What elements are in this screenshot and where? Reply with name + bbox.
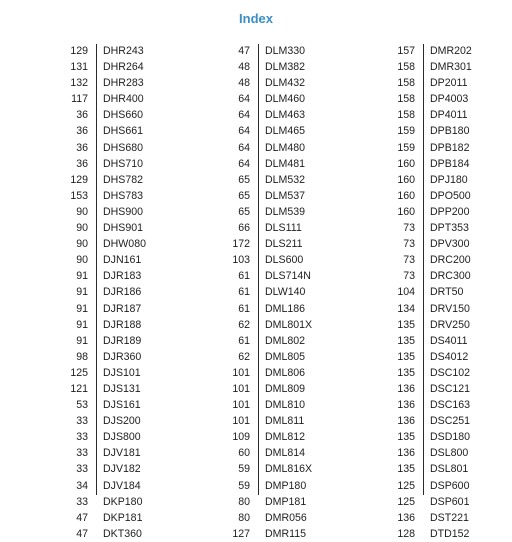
product-code: DJR188 xyxy=(103,318,142,331)
page-number: 34 xyxy=(76,479,88,492)
product-code: DP4003 xyxy=(430,93,469,106)
page-number: 66 xyxy=(238,222,250,235)
product-code: DPB182 xyxy=(430,141,470,154)
product-code: DLM460 xyxy=(265,93,306,106)
index-column-2 xyxy=(214,43,318,542)
page-number: 91 xyxy=(76,286,88,299)
index-entry xyxy=(52,252,156,268)
product-code: DTD152 xyxy=(430,527,470,540)
page-number: 64 xyxy=(238,93,250,106)
product-code: DHS710 xyxy=(103,157,144,170)
index-entry xyxy=(214,107,318,123)
product-code: DJS200 xyxy=(103,415,141,428)
index-entry xyxy=(52,526,156,542)
index-entry xyxy=(379,349,483,365)
index-entry xyxy=(214,494,318,510)
product-code: DJS131 xyxy=(103,382,141,395)
index-entry xyxy=(379,333,483,349)
product-code: DLM481 xyxy=(265,157,306,170)
page-number: 73 xyxy=(403,270,415,283)
page-number: 153 xyxy=(70,189,88,202)
index-entry xyxy=(214,75,318,91)
index-entry xyxy=(214,429,318,445)
product-code: DHR283 xyxy=(103,77,144,90)
page-number: 59 xyxy=(238,463,250,476)
product-code: DSL801 xyxy=(430,463,469,476)
index-entry xyxy=(214,123,318,139)
index-entry xyxy=(52,284,156,300)
product-code: DHS783 xyxy=(103,189,144,202)
index-entry xyxy=(379,365,483,381)
index-entry xyxy=(52,188,156,204)
page-number: 33 xyxy=(76,463,88,476)
page-number: 59 xyxy=(238,479,250,492)
index-column-1 xyxy=(52,43,156,542)
index-entry xyxy=(379,156,483,172)
product-code: DHS782 xyxy=(103,173,144,186)
product-code: DJN161 xyxy=(103,254,142,267)
page-number: 47 xyxy=(76,527,88,540)
index-entry xyxy=(379,204,483,220)
index-entry xyxy=(214,156,318,172)
index-entry xyxy=(379,172,483,188)
product-code: DLM432 xyxy=(265,77,306,90)
index-entry xyxy=(379,123,483,139)
index-entry xyxy=(214,284,318,300)
index-entry xyxy=(379,317,483,333)
index-entry xyxy=(52,429,156,445)
page-number: 125 xyxy=(70,366,88,379)
page-number: 172 xyxy=(232,238,250,251)
index-entry xyxy=(379,413,483,429)
index-entry xyxy=(379,397,483,413)
product-code: DJS800 xyxy=(103,431,141,444)
index-entry xyxy=(214,252,318,268)
page-number: 64 xyxy=(238,157,250,170)
index-entry xyxy=(379,381,483,397)
product-code: DRV150 xyxy=(430,302,470,315)
index-entry xyxy=(52,478,156,494)
page-number: 101 xyxy=(232,399,250,412)
page-number: 103 xyxy=(232,254,250,267)
index-entry xyxy=(379,478,483,494)
page-number: 160 xyxy=(397,189,415,202)
index-entry xyxy=(379,43,483,59)
index-entry xyxy=(379,188,483,204)
page-number: 47 xyxy=(238,45,250,57)
index-entry xyxy=(52,301,156,317)
product-code: DHS680 xyxy=(103,141,144,154)
page-number: 80 xyxy=(238,511,250,524)
product-code: DMR115 xyxy=(265,527,307,540)
index-entry xyxy=(52,156,156,172)
page-number: 125 xyxy=(397,479,415,492)
index-entry xyxy=(52,413,156,429)
page-number: 64 xyxy=(238,141,250,154)
product-code: DML812 xyxy=(265,431,306,444)
index-entry xyxy=(52,365,156,381)
page-number: 36 xyxy=(76,141,88,154)
page-number: 158 xyxy=(397,109,415,122)
page-number: 36 xyxy=(76,109,88,122)
product-code: DMR202 xyxy=(430,45,472,57)
product-code: DML809 xyxy=(265,382,306,395)
page-number: 158 xyxy=(397,61,415,74)
page-number: 33 xyxy=(76,415,88,428)
product-code: DPO500 xyxy=(430,189,471,202)
index-entry xyxy=(52,445,156,461)
page-number: 136 xyxy=(397,382,415,395)
page-number: 73 xyxy=(403,222,415,235)
product-code: DHS901 xyxy=(103,222,144,235)
page-number: 64 xyxy=(238,125,250,138)
index-entry xyxy=(379,75,483,91)
page-number: 80 xyxy=(238,495,250,508)
product-code: DPB184 xyxy=(430,157,470,170)
product-code: DHS661 xyxy=(103,125,144,138)
product-code: DJR189 xyxy=(103,334,142,347)
product-code: DRV250 xyxy=(430,318,470,331)
index-entry xyxy=(52,268,156,284)
index-column-3 xyxy=(379,43,483,542)
product-code: DML814 xyxy=(265,447,306,460)
index-entry xyxy=(379,284,483,300)
page-number: 65 xyxy=(238,173,250,186)
index-entry xyxy=(214,268,318,284)
page-number: 135 xyxy=(397,334,415,347)
page-number: 158 xyxy=(397,93,415,106)
page-number: 136 xyxy=(397,415,415,428)
page-number: 159 xyxy=(397,141,415,154)
page-number: 136 xyxy=(397,399,415,412)
product-code: DLS600 xyxy=(265,254,304,267)
index-title: Index xyxy=(239,11,273,26)
page-number: 90 xyxy=(76,222,88,235)
page-number: 47 xyxy=(76,511,88,524)
page-number: 48 xyxy=(238,61,250,74)
index-entry xyxy=(52,91,156,107)
index-entry xyxy=(379,526,483,542)
product-code: DSP600 xyxy=(430,479,470,492)
product-code: DML805 xyxy=(265,350,306,363)
page-number: 127 xyxy=(232,527,250,540)
product-code: DLW140 xyxy=(265,286,306,299)
product-code: DJV182 xyxy=(103,463,141,476)
index-entry xyxy=(214,204,318,220)
page-number: 125 xyxy=(397,495,415,508)
page-number: 134 xyxy=(397,302,415,315)
index-entry xyxy=(379,510,483,526)
product-code: DHS900 xyxy=(103,205,144,218)
page-number: 121 xyxy=(70,382,88,395)
index-entry xyxy=(214,188,318,204)
index-entry xyxy=(379,461,483,477)
product-code: DML802 xyxy=(265,334,306,347)
index-entry xyxy=(379,429,483,445)
index-entry xyxy=(52,107,156,123)
page-number: 33 xyxy=(76,495,88,508)
page-number: 131 xyxy=(70,61,88,74)
page-number: 157 xyxy=(397,45,415,57)
product-code: DHR400 xyxy=(103,93,144,106)
index-entry xyxy=(379,236,483,252)
product-code: DSP601 xyxy=(430,495,470,508)
page-number: 73 xyxy=(403,238,415,251)
product-code: DLM480 xyxy=(265,141,306,154)
index-entry xyxy=(214,365,318,381)
product-code: DMP181 xyxy=(265,495,307,508)
page-number: 160 xyxy=(397,205,415,218)
page-number: 135 xyxy=(397,463,415,476)
page-number: 101 xyxy=(232,382,250,395)
page-number: 91 xyxy=(76,302,88,315)
page-number: 129 xyxy=(70,45,88,57)
index-entry xyxy=(379,268,483,284)
product-code: DML806 xyxy=(265,366,306,379)
product-code: DSC251 xyxy=(430,415,471,428)
page-number: 33 xyxy=(76,447,88,460)
page-number: 33 xyxy=(76,431,88,444)
product-code: DST221 xyxy=(430,511,469,524)
page-number: 90 xyxy=(76,238,88,251)
product-code: DHS660 xyxy=(103,109,144,122)
index-entry xyxy=(214,349,318,365)
page-number: 135 xyxy=(397,366,415,379)
page-number: 36 xyxy=(76,125,88,138)
page-number: 90 xyxy=(76,254,88,267)
page-number: 62 xyxy=(238,350,250,363)
page-number: 101 xyxy=(232,366,250,379)
index-entry xyxy=(214,220,318,236)
page-number: 101 xyxy=(232,415,250,428)
product-code: DML186 xyxy=(265,302,306,315)
index-entry xyxy=(379,59,483,75)
page-number: 104 xyxy=(397,286,415,299)
page-number: 128 xyxy=(397,527,415,540)
page-number: 73 xyxy=(403,254,415,267)
index-entry xyxy=(52,220,156,236)
page-number: 117 xyxy=(71,93,88,106)
product-code: DSL800 xyxy=(430,447,469,460)
index-entry xyxy=(214,510,318,526)
page-number: 53 xyxy=(76,399,88,412)
page-number: 160 xyxy=(397,157,415,170)
index-entry xyxy=(214,43,318,59)
index-entry xyxy=(379,252,483,268)
page-number: 135 xyxy=(397,431,415,444)
index-entry xyxy=(52,349,156,365)
page-number: 61 xyxy=(238,334,250,347)
product-code: DKP181 xyxy=(103,511,143,524)
product-code: DJR186 xyxy=(103,286,142,299)
product-code: DPP200 xyxy=(430,205,470,218)
page-number: 132 xyxy=(70,77,88,90)
index-entry xyxy=(214,461,318,477)
product-code: DLM539 xyxy=(265,205,306,218)
product-code: DRC200 xyxy=(430,254,471,267)
product-code: DLM463 xyxy=(265,109,306,122)
index-entry xyxy=(52,204,156,220)
product-code: DPJ180 xyxy=(430,173,468,186)
page-number: 159 xyxy=(397,125,415,138)
index-entry xyxy=(52,75,156,91)
index-entry xyxy=(214,172,318,188)
index-entry xyxy=(52,461,156,477)
index-entry xyxy=(52,510,156,526)
product-code: DSC163 xyxy=(430,399,471,412)
index-entry xyxy=(52,123,156,139)
product-code: DRC300 xyxy=(430,270,471,283)
product-code: DMR056 xyxy=(265,511,307,524)
page-number: 62 xyxy=(238,318,250,331)
product-code: DHR243 xyxy=(103,45,144,57)
page-number: 90 xyxy=(76,205,88,218)
product-code: DPV300 xyxy=(430,238,470,251)
page-number: 61 xyxy=(238,286,250,299)
index-columns xyxy=(0,43,512,540)
index-entry xyxy=(52,59,156,75)
index-entry xyxy=(379,140,483,156)
product-code: DHR264 xyxy=(103,61,144,74)
index-entry xyxy=(379,220,483,236)
product-code: DSC121 xyxy=(430,382,471,395)
index-entry xyxy=(214,236,318,252)
product-code: DKT360 xyxy=(103,527,142,540)
product-code: DMR301 xyxy=(430,61,472,74)
product-code: DML810 xyxy=(265,399,306,412)
index-entry xyxy=(52,236,156,252)
index-entry xyxy=(214,333,318,349)
product-code: DML811 xyxy=(265,415,305,428)
index-entry xyxy=(214,397,318,413)
page-number: 36 xyxy=(76,157,88,170)
index-entry xyxy=(214,413,318,429)
product-code: DS4011 xyxy=(430,334,468,347)
index-entry xyxy=(52,397,156,413)
page-number: 109 xyxy=(232,431,250,444)
product-code: DJR187 xyxy=(103,302,142,315)
page-number: 61 xyxy=(238,270,250,283)
product-code: DLS714N xyxy=(265,270,311,283)
index-entry xyxy=(52,140,156,156)
product-code: DLM382 xyxy=(265,61,306,74)
page-number: 60 xyxy=(238,447,250,460)
page-number: 136 xyxy=(397,447,415,460)
index-entry xyxy=(379,301,483,317)
index-entry xyxy=(52,333,156,349)
product-code: DHW080 xyxy=(103,238,146,251)
product-code: DJV181 xyxy=(103,447,141,460)
page-number: 91 xyxy=(76,318,88,331)
product-code: DPT353 xyxy=(430,222,469,235)
page-number: 135 xyxy=(397,318,415,331)
index-entry xyxy=(379,107,483,123)
index-entry xyxy=(214,381,318,397)
product-code: DLM532 xyxy=(265,173,306,186)
product-code: DKP180 xyxy=(103,495,143,508)
index-entry xyxy=(214,526,318,542)
index-entry xyxy=(379,445,483,461)
index-entry xyxy=(214,140,318,156)
index-entry xyxy=(52,494,156,510)
product-code: DJS101 xyxy=(103,366,141,379)
index-entry xyxy=(214,478,318,494)
index-entry xyxy=(52,381,156,397)
product-code: DS4012 xyxy=(430,350,469,363)
page-number: 91 xyxy=(76,270,88,283)
page-number: 158 xyxy=(397,77,415,90)
page-number: 160 xyxy=(397,173,415,186)
index-entry xyxy=(52,172,156,188)
product-code: DPB180 xyxy=(430,125,470,138)
index-entry xyxy=(214,445,318,461)
product-code: DLS111 xyxy=(265,222,302,235)
page-number: 65 xyxy=(238,189,250,202)
page-number: 135 xyxy=(397,350,415,363)
product-code: DJV184 xyxy=(103,479,141,492)
index-entry xyxy=(52,43,156,59)
index-entry xyxy=(214,317,318,333)
page-number: 61 xyxy=(238,302,250,315)
product-code: DMP180 xyxy=(265,479,307,492)
index-entry xyxy=(379,494,483,510)
page-number: 65 xyxy=(238,205,250,218)
product-code: DLS211 xyxy=(265,238,303,251)
product-code: DML801X xyxy=(265,318,313,331)
product-code: DJR360 xyxy=(103,350,142,363)
page-number: 91 xyxy=(76,334,88,347)
index-entry xyxy=(52,317,156,333)
page-number: 98 xyxy=(76,350,88,363)
product-code: DLM537 xyxy=(265,189,306,202)
index-entry xyxy=(214,301,318,317)
index-entry xyxy=(214,91,318,107)
page-number: 48 xyxy=(238,77,250,90)
product-code: DP2011 xyxy=(430,77,468,90)
product-code: DML816X xyxy=(265,463,313,476)
index-entry xyxy=(214,59,318,75)
product-code: DP4011 xyxy=(430,109,468,122)
product-code: DSC102 xyxy=(430,366,471,379)
page-number: 136 xyxy=(397,511,415,524)
product-code: DJS161 xyxy=(103,399,141,412)
product-code: DRT50 xyxy=(430,286,464,299)
product-code: DJR183 xyxy=(103,270,142,283)
index-entry xyxy=(379,91,483,107)
product-code: DLM465 xyxy=(265,125,306,138)
product-code: DSD180 xyxy=(430,431,471,444)
product-code: DLM330 xyxy=(265,45,306,57)
page-number: 64 xyxy=(238,109,250,122)
page-number: 129 xyxy=(70,173,88,186)
